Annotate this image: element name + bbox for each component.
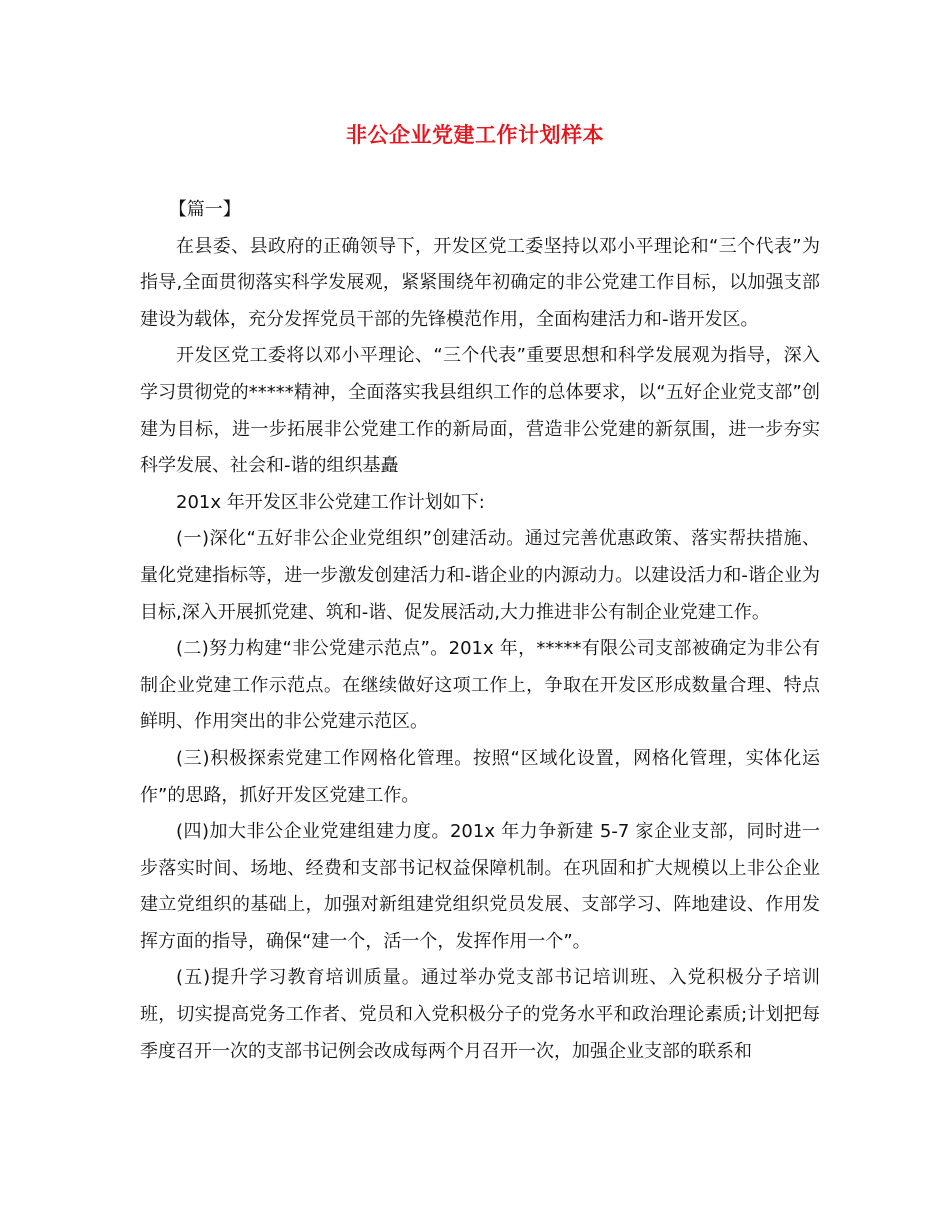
paragraph-guidance: 开发区党工委将以邓小平理论、“三个代表”重要思想和科学发展观为指导，深入学习贯彻党的*****精神，全面落实我县组织工作的总体要求，以“五好企业党支部”创建为目标，进一步拓展非公党建工作的新局面，营造非公党建的新氛围，进一步夯实科学发展、社会和-谐的组织基矗	[140, 345, 820, 477]
paragraph-item-1: (一)深化“五好非公企业党组织”创建活动。通过完善优惠政策、落实帮扶措施、量化党建指标等，进一步激发创建活力和-谐企业的内源动力。以建设活力和-谐企业为目标,深入开展抓党建、筑和-谐、促发展活动,大力推进非公有制企业党建工作。	[140, 528, 820, 623]
paragraph-plan-heading: 201x 年开发区非公党建工作计划如下:	[176, 491, 485, 513]
paragraph-item-5: (五)提升学习教育培训质量。通过举办党支部书记培训班、入党积极分子培训班，切实提高党务工作者、党员和入党积极分子的党务水平和政治理论素质;计划把每季度召开一次的支部书记例会改成每两个月召开一次，加强企业支部的联系和	[140, 967, 820, 1062]
section-label: 【篇一】	[168, 199, 241, 220]
document-body	[140, 192, 820, 1070]
paragraph-item-3: (三)积极探索党建工作网格化管理。按照“区域化设置，网格化管理，实体化运作”的思路，抓好开发区党建工作。	[140, 747, 820, 806]
paragraph-intro: 在县委、县政府的正确领导下，开发区党工委坚持以邓小平理论和“三个代表”为指导,全面贯彻落实科学发展观，紧紧围绕年初确定的非公党建工作目标，以加强支部建设为载体，充分发挥党员干部的先锋模范作用，全面构建活力和-谐开发区。	[140, 235, 820, 330]
paragraph-item-4: (四)加大非公企业党建组建力度。201x 年力争新建 5-7 家企业支部，同时进一步落实时间、场地、经费和支部书记权益保障机制。在巩固和扩大规模以上非公企业建立党组织的基础上，加强对新组建党组织党员发展、支部学习、阵地建设、作用发挥方面的指导，确保“建一个，活一个，发挥作用一个”。	[140, 821, 820, 952]
document-title: 非公企业党建工作计划样本	[346, 123, 604, 147]
paragraph-item-2: (二)努力构建“非公党建示范点”。201x 年，*****有限公司支部被确定为非公有制企业党建工作示范点。在继续做好这项工作上，争取在开发区形成数量合理、特点鲜明、作用突出的非公党建示范区。	[140, 638, 820, 733]
